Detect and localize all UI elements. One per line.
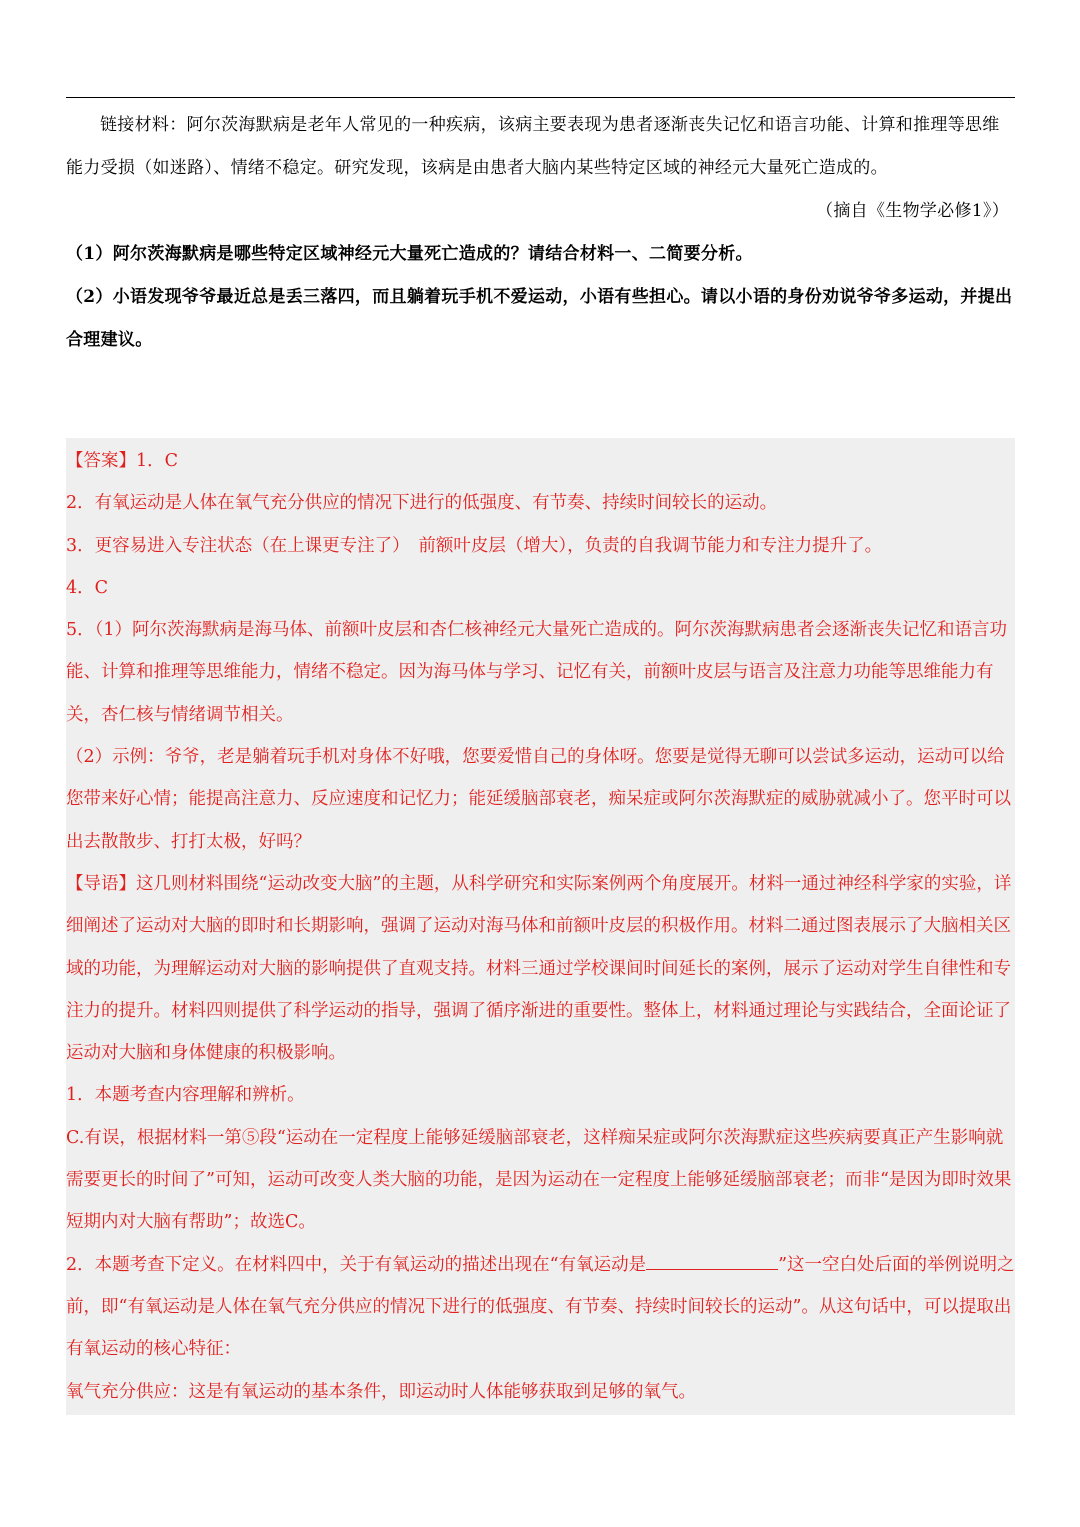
link-material-paragraph: 链接材料：阿尔茨海默病是老年人常见的一种疾病，该病主要表现为患者逐渐丧失记忆和语言功能、计算和推理等思维能力受损（如迷路）、情绪不稳定。研究发现，该病是由患者大脑内某些特定区域的神经元大量死亡造成的。 [66,115,1000,178]
answer-5-part-2: （2）示例：爷爷，老是躺着玩手机对身体不好哦，您要爱惜自己的身体呀。您要是觉得无聊可以尝试多运动，运动可以给您带来好心情；能提高注意力、反应速度和记忆力；能延缓脑部衰老，痴呆症或阿尔茨海默症的威胁就减小了。您平时可以出去散散步、打打太极，好吗？ [66,747,1011,852]
analysis-1: 1．本题考查内容理解和辨析。 [66,1085,305,1106]
analysis-oxygen-feature: 氧气充分供应：这是有氧运动的基本条件，即运动时人体能够获取到足够的氧气。 [66,1381,696,1402]
answer-2: 2．有氧运动是人体在氧气充分供应的情况下进行的低强度、有节奏、持续时间较长的运动。 [66,493,778,514]
material-source: （摘自《生物学必修1》） [816,201,1009,221]
guide-paragraph [66,863,1015,1074]
guide-tag: 【导语】 [66,873,136,894]
question-2: （2）小语发现爷爷最近总是丢三落四，而且躺着玩手机不爱运动，小语有些担心。请以小语的身份劝说爷爷多运动，并提出合理建议。 [66,287,1013,350]
answer-3: 3．更容易进入专注状态（在上课更专注了） 前额叶皮层（增大），负责的自我调节能力和专注力提升了。 [66,535,883,556]
answer-4: 4．C [66,577,109,598]
analysis-2-after: ”这一空白处后面的举例说明之前，即“有氧运动是人体在氧气充分供应的情况下进行的低强度、有节奏、持续时间较长的运动”。从这句话中，可以提取出有氧运动的核心特征： [66,1254,1015,1360]
answer-1-text: 1．C [136,451,179,471]
guide-text: 这几则材料围绕“运动改变大脑”的主题，从科学研究和实际案例两个角度展开。材料一通过神经科学家的实验，详细阐述了运动对大脑的即时和长期影响，强调了运动对海马体和前额叶皮层的积极作用。材料二通过图表展示了大脑相关区域的功能，为理解运动对大脑的影响提供了直观支持。材料三通过学校课间时间延长的案例，展示了运动对学生自律性和专注力的提升。材料四则提供了科学运动的指导，强调了循序渐进的重要性。整体上，材料通过理论与实践结合，全面论证了运动对大脑和身体健康的积极影响。 [66,873,1012,1064]
fill-blank-line [646,1249,778,1270]
answer-1 [66,440,1015,482]
answer-5-part-1: 5．（1）阿尔茨海默病是海马体、前额叶皮层和杏仁核神经元大量死亡造成的。阿尔茨海默病患者会逐渐丧失记忆和语言功能、计算和推理等思维能力，情绪不稳定。因为海马体与学习、记忆有关，前额叶皮层与语言及注意力功能等思维能力有关，杏仁核与情绪调节相关。 [66,620,1008,725]
analysis-2 [66,1244,1015,1371]
analysis-2-before: 2．本题考查下定义。在材料四中，关于有氧运动的描述出现在“有氧运动是 [66,1254,647,1275]
answer-tag: 【答案】 [66,451,136,471]
header-rule [66,97,1015,98]
answer-panel [66,438,1015,1415]
analysis-c-explanation: C.有误，根据材料一第⑤段“运动在一定程度上能够延缓脑部衰老，这样痴呆症或阿尔茨海默症这些疾病要真正产生影响就需要更长的时间了”可知，运动可改变人类大脑的功能，是因为运动在一定程度上能够延缓脑部衰老；而非“是因为即时效果短期内对大脑有帮助”；故选C。 [66,1127,1012,1233]
question-1: （1）阿尔茨海默病是哪些特定区域神经元大量死亡造成的？请结合材料一、二简要分析。 [66,244,753,264]
material-section [66,104,1015,362]
